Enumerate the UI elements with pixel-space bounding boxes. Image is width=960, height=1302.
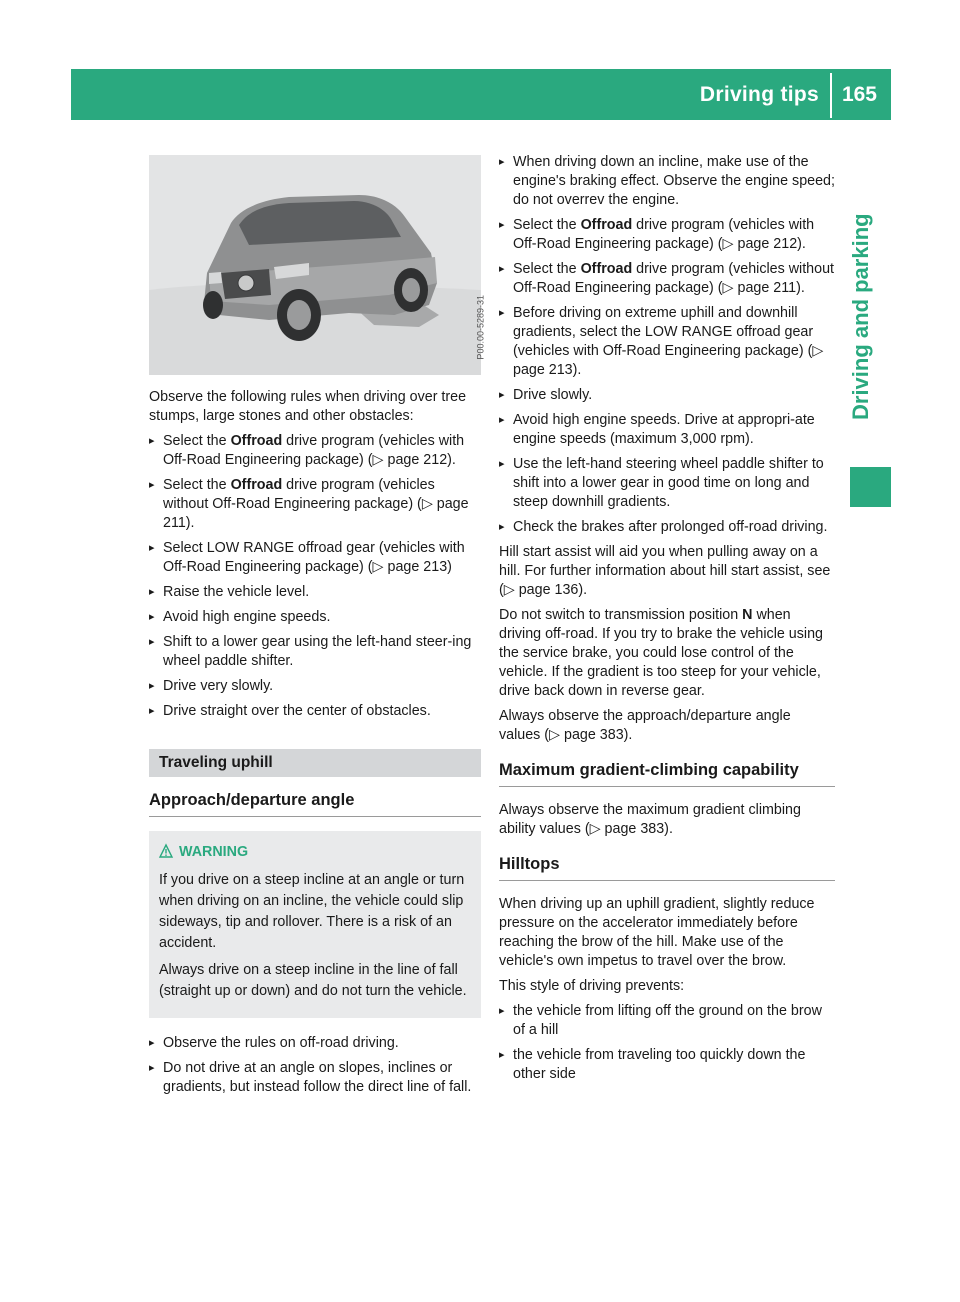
list-item: ▸ Avoid high engine speeds. Drive at appropri-ate engine speeds (maximum 3,000 rpm). <box>499 411 835 449</box>
heading-hilltops: Hilltops <box>499 855 835 881</box>
list-item: ▸ Shift to a lower gear using the left-hand steer-ing wheel paddle shifter. <box>149 633 481 671</box>
list-item: ▸ the vehicle from traveling too quickly down the other side <box>499 1046 835 1084</box>
warning-triangle-icon <box>159 844 173 858</box>
right-column <box>499 153 835 1090</box>
transmission-paragraph: Do not switch to transmission position N when driving off-road. If you try to brake the vehicle using the service brake, you could lose control of the vehicle. If the gradient is too steep for your vehicle, drive back down in reverse gear. <box>499 607 823 699</box>
chapter-title: Driving tips <box>699 83 819 106</box>
list-item: ▸ Select LOW RANGE offroad gear (vehicles with Off-Road Engineering package) (▷ page 213) <box>149 539 481 577</box>
page-number: 165 <box>841 83 877 106</box>
left-column <box>149 388 481 1103</box>
warning-title-row <box>159 843 473 862</box>
list-item: ▸ Select the Offroad drive program (vehicles with Off-Road Engineering package) (▷ page 212). <box>499 216 835 254</box>
list-item: ▸ Do not drive at an angle on slopes, inclines or gradients, but instead follow the direct line of fall. <box>149 1059 481 1097</box>
prevents-paragraph: This style of driving prevents: <box>499 978 685 994</box>
list-item: ▸ Use the left-hand steering wheel paddle shifter to shift into a lower gear in good time on long and steep downhill gradients. <box>499 455 835 512</box>
list-item: ▸ Select the Offroad drive program (vehicles without Off-Road Engineering package) (▷ page 211). <box>499 260 835 298</box>
side-tab-label: Driving and parking <box>848 213 873 420</box>
gradient-paragraph: Always observe the maximum gradient climbing ability values (▷ page 383). <box>499 802 801 837</box>
list-item: ▸ Drive slowly. <box>499 386 835 405</box>
page-header <box>71 69 891 120</box>
list-item: ▸ When driving down an incline, make use of the engine's braking effect. Observe the engine speed; do not overrev the engine. <box>499 153 835 210</box>
hilltops-paragraph: When driving up an uphill gradient, slightly reduce pressure on the accelerator immediately before reaching the brow of the hill. Make use of the vehicle's own impetus to travel over the brow. <box>499 896 815 969</box>
warning-title: WARNING <box>179 844 249 860</box>
list-item: ▸ Drive very slowly. <box>149 677 481 696</box>
heading-gradient-capability: Maximum gradient-climbing capability <box>499 761 835 787</box>
obstacle-rules-list <box>149 432 481 721</box>
list-item: ▸ Drive straight over the center of obstacles. <box>149 702 481 721</box>
list-item: ▸ Check the brakes after prolonged off-road driving. <box>499 518 835 537</box>
list-item: ▸ Raise the vehicle level. <box>149 583 481 602</box>
prevents-list <box>499 1002 835 1084</box>
angle-paragraph: Always observe the approach/departure angle values (▷ page 383). <box>499 708 791 743</box>
vehicle-photo <box>149 155 486 375</box>
suv-illustration <box>149 155 481 375</box>
list-item: ▸ Avoid high engine speeds. <box>149 608 481 627</box>
incline-rules-list <box>149 1034 481 1097</box>
warning-text: Always drive on a steep incline in the line of fall (straight up or down) and do not turn the vehicle. <box>159 962 467 999</box>
list-item: ▸ Select the Offroad drive program (vehicles with Off-Road Engineering package) (▷ page 212). <box>149 432 481 470</box>
list-item: ▸ the vehicle from lifting off the ground on the brow of a hill <box>499 1002 835 1040</box>
intro-paragraph: Observe the following rules when driving over tree stumps, large stones and other obstacles: <box>149 389 467 424</box>
subheading-approach-angle: Approach/departure angle <box>149 791 481 817</box>
warning-text: If you drive on a steep incline at an angle or turn when driving on an incline, the vehicle could slip sideways, tip and rollover. There is a risk of an accident. <box>159 872 465 951</box>
downhill-rules-list <box>499 153 835 537</box>
header-divider <box>830 73 832 118</box>
side-tab-marker <box>850 467 891 507</box>
list-item: ▸ Before driving on extreme uphill and downhill gradients, select the LOW RANGE offroad gear (vehicles with Off-Road Engineering package) (▷ page 213). <box>499 304 835 380</box>
list-item: ▸ Observe the rules on off-road driving. <box>149 1034 481 1053</box>
list-item: ▸ Select the Offroad drive program (vehicles without Off-Road Engineering package) (▷ page 211). <box>149 476 481 533</box>
image-code: P00.00-5289-31 <box>476 295 486 360</box>
hill-start-paragraph: Hill start assist will aid you when pulling away on a hill. For further information about hill start assist, see (▷ page 136). <box>499 544 831 598</box>
section-title: Traveling uphill <box>149 749 481 777</box>
warning-box <box>149 831 481 1018</box>
